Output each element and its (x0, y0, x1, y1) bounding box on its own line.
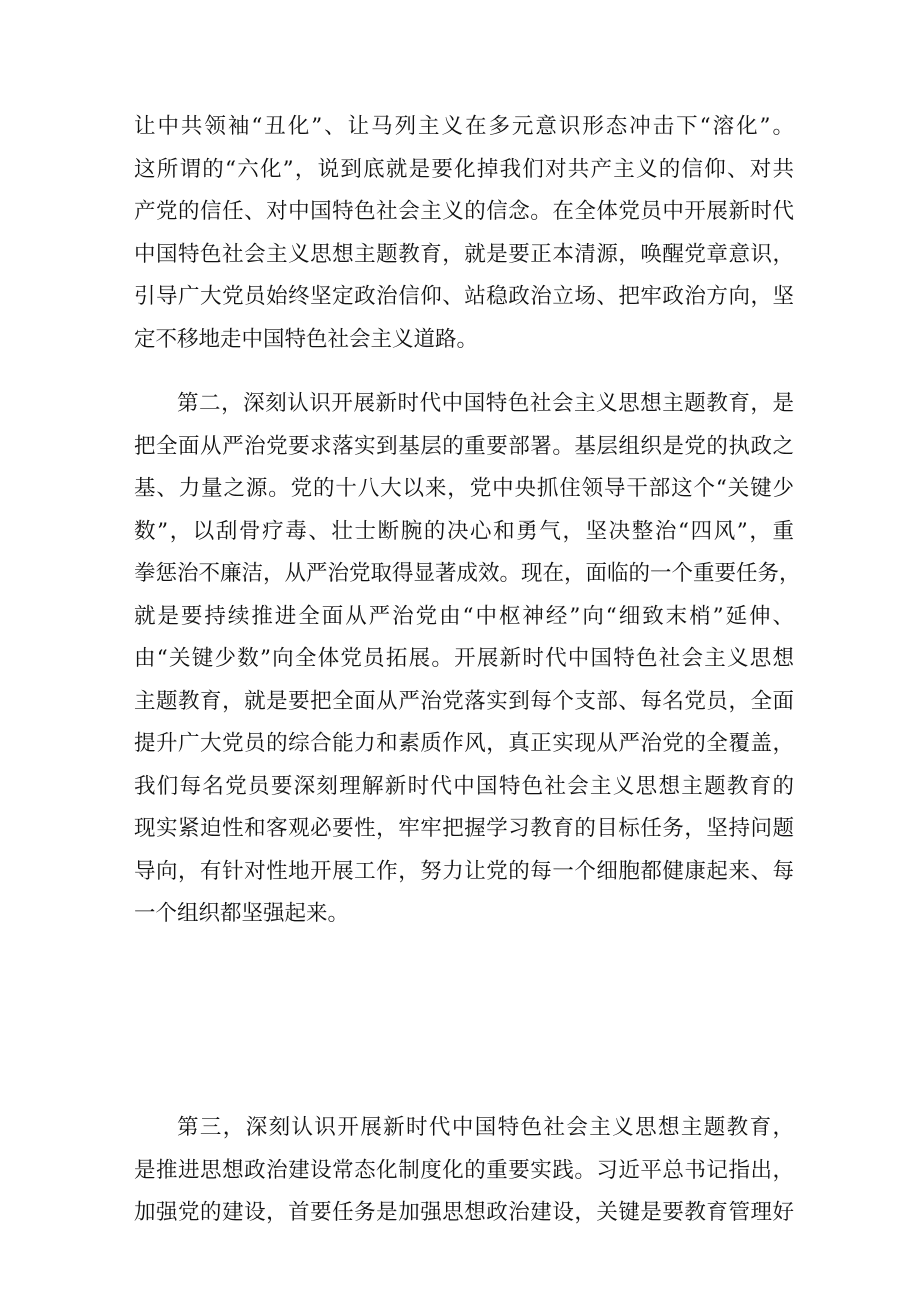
paragraph-2 (134, 383, 801, 936)
text-line: 定不移地走中国特色社会主义道路。 (134, 326, 479, 352)
text-line: 数”，以刮骨疗毒、壮士断腕的决心和勇气，坚决整治“四风”，重 (134, 518, 794, 544)
text-line: 我们每名党员要深刻理解新时代中国特色社会主义思想主题教育的 (134, 773, 794, 799)
text-line: 一个组织都坚强起来。 (134, 901, 350, 926)
text-line: 第三，深刻认识开展新时代中国特色社会主义思想主题教育， (177, 1115, 794, 1140)
text-line: 基、力量之源。党的十八大以来，党中央抓住领导干部这个“关键少 (134, 476, 794, 501)
text-line: 由“关键少数”向全体党员拓展。开展新时代中国特色社会主义思想 (134, 646, 794, 671)
paragraph-3 (134, 1107, 794, 1235)
paragraph-1 (134, 106, 794, 361)
text-line: 中国特色社会主义思想主题教育，就是要正本清源，唤醒党章意识， (134, 241, 794, 267)
text-line: 主题教育，就是要把全面从严治党落实到每个支部、每名党员，全面 (134, 688, 794, 714)
text-line: 是推进思想政治建设常态化制度化的重要实践。习近平总书记指出， (134, 1157, 794, 1183)
text-line: 就是要持续推进全面从严治党由“中枢神经”向“细致末梢”延伸、 (134, 603, 794, 629)
text-line: 把全面从严治党要求落实到基层的重要部署。基层组织是党的执政之 (134, 433, 794, 459)
text-line: 引导广大党员始终坚定政治信仰、站稳政治立场、把牢政治方向，坚 (134, 284, 794, 309)
text-line: 导向，有针对性地开展工作，努力让党的每一个细胞都健康起来、每 (134, 858, 794, 884)
text-line: 现实紧迫性和客观必要性，牢牢把握学习教育的目标任务，坚持问题 (134, 816, 794, 841)
text-line: 这所谓的“六化”，说到底就是要化掉我们对共产主义的信仰、对共 (134, 156, 794, 182)
text-line: 第二，深刻认识开展新时代中国特色社会主义思想主题教育，是 (177, 391, 794, 416)
text-line: 拳惩治不廉洁，从严治党取得显著成效。现在，面临的一个重要任务， (134, 561, 801, 586)
text-line: 加强党的建设，首要任务是加强思想政治建设，关键是要教育管理好 (134, 1200, 794, 1225)
text-line: 产党的信任、对中国特色社会主义的信念。在全体党员中开展新时代 (134, 199, 794, 224)
text-line: 提升广大党员的综合能力和素质作风，真正实现从严治党的全覆盖， (134, 731, 794, 756)
text-line: 让中共领袖“丑化”、让马列主义在多元意识形态冲击下“溶化”。 (134, 114, 794, 139)
